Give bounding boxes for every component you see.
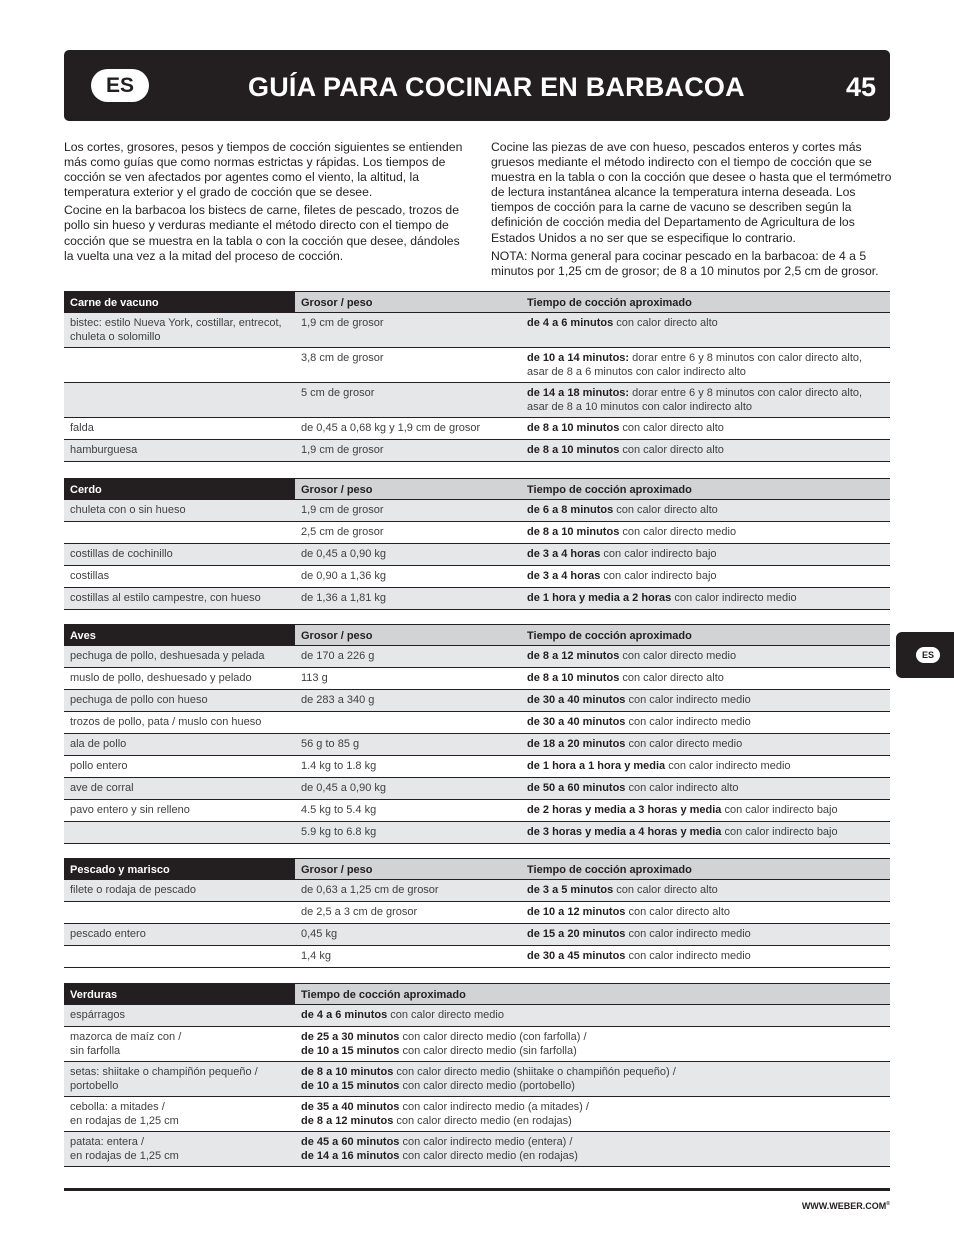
item-name: costillas al estilo campestre, con hueso	[70, 592, 261, 604]
cooking-time-bold: de 3 a 4 horas	[527, 548, 601, 560]
cooking-time-bold: de 8 a 12 minutos	[527, 650, 620, 662]
item-name: trozos de pollo, pata / muslo con hueso	[70, 716, 262, 728]
cooking-time-method: con calor directo alto	[613, 884, 718, 896]
table-row	[64, 690, 890, 712]
cooking-time-bold: de 8 a 10 minutos	[527, 526, 620, 538]
cooking-time-bold: de 1 hora y media a 2 horas	[527, 592, 672, 604]
table-row	[64, 668, 890, 690]
cooking-time-method: con calor directo medio (en rodajas)	[399, 1150, 578, 1162]
cooking-time-bold: de 4 a 6 minutos	[527, 317, 614, 329]
cooking-time-method: con calor indirecto medio	[625, 950, 751, 962]
table-header-cell: Tiempo de cocción aproximado	[521, 479, 890, 499]
intro-left-column	[64, 140, 468, 267]
cooking-time	[521, 500, 890, 521]
table-row	[64, 500, 890, 522]
vegetable-name-line: en rodajas de 1,25 cm	[70, 1115, 179, 1127]
cooking-time-line	[301, 1008, 884, 1022]
item-name: pescado entero	[70, 928, 146, 940]
cooking-time-method: con calor directo medio (sin farfolla)	[399, 1045, 577, 1057]
cooking-time	[521, 383, 890, 417]
cooking-time	[295, 1097, 890, 1131]
thickness-weight: 5 cm de grosor	[301, 387, 375, 399]
cooking-time-method: con calor directo medio	[625, 738, 743, 750]
cooking-time	[521, 902, 890, 923]
table-header-cell: Grosor / peso	[295, 479, 521, 499]
table-beef	[64, 291, 890, 462]
table-row	[64, 1005, 890, 1027]
table-fish	[64, 858, 890, 968]
table-row	[64, 522, 890, 544]
thickness-weight: de 0,45 a 0,68 kg y 1,9 cm de grosor	[301, 422, 481, 434]
cooking-time-method: con calor indirecto bajo	[721, 804, 838, 816]
cooking-time-method: dorar entre 6 y 8 minutos con calor directo alto, asar de 8 a 6 minutos con calor indirecto alto	[527, 352, 863, 378]
thickness-weight: de 0,45 a 0,90 kg	[301, 782, 387, 794]
item-name	[64, 822, 295, 843]
table-row	[64, 902, 890, 924]
item-name: hamburguesa	[70, 444, 138, 456]
vegetable-name-line: espárragos	[70, 1009, 126, 1021]
cooking-time	[521, 440, 890, 461]
thickness-weight: de 1,36 a 1,81 kg	[301, 592, 387, 604]
cooking-time-method: con calor directo medio	[619, 650, 737, 662]
cooking-time-method: con calor indirecto medio	[665, 760, 791, 772]
cooking-time-method: con calor directo medio (en rodajas)	[393, 1115, 572, 1127]
thickness-weight: 1.4 kg to 1.8 kg	[301, 760, 377, 772]
cooking-time-bold: de 8 a 12 minutos	[301, 1115, 394, 1127]
cooking-time-bold: de 8 a 10 minutos	[527, 422, 620, 434]
item-name: pavo entero y sin relleno	[70, 804, 190, 816]
table-header-cell: Grosor / peso	[295, 625, 521, 645]
intro-right-column	[491, 140, 893, 282]
cooking-time-bold: de 10 a 15 minutos	[301, 1080, 400, 1092]
cooking-time-line	[301, 1079, 884, 1093]
cooking-time-method: con calor directo medio (shiitake o champiñón pequeño) /	[393, 1066, 676, 1078]
thickness-weight: 5.9 kg to 6.8 kg	[301, 826, 377, 838]
table-row	[64, 1027, 890, 1062]
table-vegetables	[64, 983, 890, 1167]
cooking-time-method: con calor indirecto bajo	[600, 570, 717, 582]
cooking-time	[295, 1005, 890, 1026]
cooking-time-method: con calor indirecto medio (entera) /	[399, 1136, 573, 1148]
item-name	[64, 522, 295, 543]
table-row	[64, 822, 890, 844]
cooking-time	[521, 800, 890, 821]
thickness-weight: 3,8 cm de grosor	[301, 352, 384, 364]
table-row	[64, 778, 890, 800]
thickness-weight: 1,4 kg	[301, 950, 331, 962]
cooking-time	[521, 522, 890, 543]
cooking-time-bold: de 18 a 20 minutos	[527, 738, 626, 750]
thickness-weight: 1,9 cm de grosor	[301, 504, 384, 516]
table-row	[64, 1097, 890, 1132]
cooking-time-bold: de 8 a 10 minutos	[527, 444, 620, 456]
table-row	[64, 418, 890, 440]
cooking-time-line	[301, 1044, 884, 1058]
cooking-time	[295, 1062, 890, 1096]
table-pork	[64, 478, 890, 610]
cooking-time-bold: de 3 a 5 minutos	[527, 884, 614, 896]
side-tab-label: ES	[916, 647, 940, 663]
cooking-time	[521, 690, 890, 711]
table-header-cell: Tiempo de cocción aproximado	[521, 859, 890, 879]
table-row	[64, 734, 890, 756]
thickness-weight: 1,9 cm de grosor	[301, 444, 384, 456]
cooking-time	[521, 668, 890, 689]
table-poultry	[64, 624, 890, 844]
vegetable-name-line: patata: entera /	[70, 1136, 144, 1148]
table-row	[64, 880, 890, 902]
footer-url	[802, 1201, 890, 1211]
page-title: GUÍA PARA COCINAR EN BARBACOA	[248, 72, 745, 102]
thickness-weight: de 283 a 340 g	[301, 694, 375, 706]
item-name	[64, 946, 295, 967]
thickness-weight: de 0,45 a 0,90 kg	[301, 548, 387, 560]
table-row	[64, 712, 890, 734]
cooking-time-bold: de 10 a 14 minutos:	[527, 352, 630, 364]
table-row	[64, 383, 890, 418]
table-header-cell: Grosor / peso	[295, 859, 521, 879]
cooking-time-method: con calor directo alto	[619, 422, 724, 434]
thickness-weight: 4.5 kg to 5.4 kg	[301, 804, 377, 816]
cooking-time-bold: de 50 a 60 minutos	[527, 782, 626, 794]
cooking-time-bold: de 30 a 40 minutos	[527, 716, 626, 728]
item-name: pechuga de pollo con hueso	[70, 694, 208, 706]
item-name: filete o rodaja de pescado	[70, 884, 196, 896]
language-side-tab	[896, 632, 954, 678]
table-row	[64, 800, 890, 822]
cooking-time-method: con calor indirecto medio	[625, 928, 751, 940]
table-header-cell: Tiempo de cocción aproximado	[295, 984, 890, 1004]
cooking-time-bold: de 10 a 15 minutos	[301, 1045, 400, 1057]
table-row	[64, 566, 890, 588]
cooking-time	[521, 313, 890, 347]
thickness-weight: 113 g	[301, 672, 328, 684]
intro-paragraph: Cocine las piezas de ave con hueso, pescados enteros y cortes más gruesos mediante el método indirecto con el tiempo de cocción que se muestra en la tabla o con la cocción que desee o hasta que el termómetro de lectura instantánea alcance la temperatura interna deseada. Los tiempos de cocción para la carne de vacuno se describen según la definición de cocción media del Departamento de Agricultura de los Estados Unidos a no ser que se especifique lo contrario.	[491, 140, 892, 245]
item-name: pollo entero	[70, 760, 128, 772]
thickness-weight: 0,45 kg	[301, 928, 338, 940]
table-row	[64, 588, 890, 610]
cooking-time-method: con calor directo medio	[619, 526, 737, 538]
cooking-time-bold: de 30 a 40 minutos	[527, 694, 626, 706]
thickness-weight: de 2,5 a 3 cm de grosor	[301, 906, 418, 918]
cooking-time-bold: de 4 a 6 minutos	[301, 1009, 388, 1021]
item-name	[64, 348, 295, 382]
table-row	[64, 1132, 890, 1167]
registered-mark: ®	[886, 1201, 890, 1207]
item-name: bistec: estilo Nueva York, costillar, entrecot, chuleta o solomillo	[70, 317, 282, 343]
table-row	[64, 756, 890, 778]
intro-paragraph: Cocine en la barbacoa los bistecs de carne, filetes de pescado, trozos de pollo sin hueso y verduras mediante el método directo con el tiempo de cocción que se muestra en la tabla o con la cocción que desee, dándoles la vuelta una vez a la mitad del proceso de cocción.	[64, 203, 460, 263]
cooking-time	[521, 418, 890, 439]
cooking-time-bold: de 1 hora a 1 hora y media	[527, 760, 666, 772]
cooking-time-bold: de 2 horas y media a 3 horas y media	[527, 804, 722, 816]
cooking-time-method: con calor directo alto	[619, 672, 724, 684]
cooking-time	[521, 646, 890, 667]
intro-paragraph: NOTA: Norma general para cocinar pescado en la barbacoa: de 4 a 5 minutos por 1,25 cm de grosor; de 8 a 10 minutos por 2,5 cm de grosor.	[491, 248, 879, 278]
cooking-time-method: con calor directo alto	[613, 317, 718, 329]
cooking-time	[521, 544, 890, 565]
cooking-time-bold: de 15 a 20 minutos	[527, 928, 626, 940]
cooking-time-bold: de 10 a 12 minutos	[527, 906, 626, 918]
cooking-time-line	[301, 1100, 884, 1114]
item-name	[64, 383, 295, 417]
cooking-time-bold: de 3 a 4 horas	[527, 570, 601, 582]
table-header-row	[64, 478, 890, 500]
cooking-time-method: con calor directo medio (portobello)	[399, 1080, 575, 1092]
vegetable-name	[64, 1005, 295, 1026]
item-name: costillas de cochinillo	[70, 548, 173, 560]
vegetable-name	[64, 1027, 295, 1061]
cooking-time-method: con calor directo medio (con farfolla) /	[399, 1031, 587, 1043]
cooking-time-method: dorar entre 6 y 8 minutos con calor directo alto, asar de 8 a 10 minutos con calor indirecto alto	[527, 387, 863, 413]
cooking-time-method: con calor directo alto	[613, 504, 718, 516]
cooking-time-method: con calor directo alto	[619, 444, 724, 456]
page-number: 45	[845, 72, 876, 102]
table-row	[64, 440, 890, 462]
vegetable-name	[64, 1132, 295, 1166]
table-header-row	[64, 291, 890, 313]
table-row	[64, 946, 890, 968]
table-row	[64, 348, 890, 383]
item-name: costillas	[70, 570, 110, 582]
vegetable-name	[64, 1097, 295, 1131]
item-name: pechuga de pollo, deshuesada y pelada	[70, 650, 265, 662]
thickness-weight: de 0,63 a 1,25 cm de grosor	[301, 884, 439, 896]
cooking-time-bold: de 14 a 18 minutos:	[527, 387, 630, 399]
cooking-time-line	[301, 1135, 884, 1149]
table-header-row	[64, 983, 890, 1005]
cooking-time-line	[301, 1114, 884, 1128]
thickness-weight: de 170 a 226 g	[301, 650, 375, 662]
cooking-time-method: con calor indirecto bajo	[721, 826, 838, 838]
vegetable-name-line: en rodajas de 1,25 cm	[70, 1150, 179, 1162]
vegetable-name-line: setas: shiitake o champiñón pequeño /	[70, 1066, 258, 1078]
cooking-time-method: con calor indirecto medio	[625, 716, 751, 728]
table-header-cell: Tiempo de cocción aproximado	[521, 292, 890, 312]
table-header-row	[64, 624, 890, 646]
cooking-time-bold: de 8 a 10 minutos	[527, 672, 620, 684]
cooking-time-bold: de 30 a 45 minutos	[527, 950, 626, 962]
cooking-time-line	[301, 1065, 884, 1079]
vegetable-name	[64, 1062, 295, 1096]
table-header-cell: Tiempo de cocción aproximado	[521, 625, 890, 645]
thickness-weight: 2,5 cm de grosor	[301, 526, 384, 538]
cooking-time-bold: de 45 a 60 minutos	[301, 1136, 400, 1148]
thickness-weight: 1,9 cm de grosor	[301, 317, 384, 329]
table-row	[64, 544, 890, 566]
vegetable-name-line: mazorca de maíz con /	[70, 1031, 182, 1043]
cooking-time	[521, 924, 890, 945]
table-header-cell: Carne de vacuno	[64, 292, 295, 312]
cooking-time	[521, 756, 890, 777]
table-header-cell: Aves	[64, 625, 295, 645]
cooking-time-bold: de 25 a 30 minutos	[301, 1031, 400, 1043]
table-header-cell: Verduras	[64, 984, 295, 1004]
footer-url-text: WWW.WEBER.COM	[801, 1201, 887, 1211]
cooking-time	[521, 734, 890, 755]
cooking-time-line	[301, 1030, 884, 1044]
table-header-row	[64, 858, 890, 880]
cooking-time-bold: de 14 a 16 minutos	[301, 1150, 400, 1162]
item-name	[64, 902, 295, 923]
cooking-time-method: con calor directo alto	[625, 906, 730, 918]
cooking-time-bold: de 3 horas y media a 4 horas y media	[527, 826, 722, 838]
cooking-time	[521, 778, 890, 799]
table-header-cell: Pescado y marisco	[64, 859, 295, 879]
item-name: ala de pollo	[70, 738, 127, 750]
table-row	[64, 646, 890, 668]
cooking-time	[521, 712, 890, 733]
intro-paragraph: Los cortes, grosores, pesos y tiempos de cocción siguientes se entienden más como guías que como normas estrictas y rápidas. Los tiempos de cocción se ven afectados por agentes como el viento, la altitud, la temperatura exterior y el grado de cocción que se desee.	[64, 140, 463, 200]
cooking-time-line	[301, 1149, 884, 1163]
item-name: muslo de pollo, deshuesado y pelado	[70, 672, 252, 684]
cooking-time-bold: de 8 a 10 minutos	[301, 1066, 394, 1078]
footer-rule	[64, 1188, 890, 1191]
vegetable-name-line: portobello	[70, 1080, 119, 1092]
cooking-time-method: con calor indirecto medio (a mitades) /	[399, 1101, 589, 1113]
table-row	[64, 924, 890, 946]
cooking-time-method: con calor indirecto bajo	[600, 548, 717, 560]
item-name: ave de corral	[70, 782, 134, 794]
cooking-time-bold: de 6 a 8 minutos	[527, 504, 614, 516]
thickness-weight	[295, 712, 521, 733]
table-row	[64, 313, 890, 348]
cooking-time-method: con calor indirecto medio	[671, 592, 797, 604]
cooking-time-method: con calor indirecto alto	[625, 782, 739, 794]
cooking-time-bold: de 35 a 40 minutos	[301, 1101, 400, 1113]
language-badge: ES	[91, 69, 149, 102]
table-header-cell: Grosor / peso	[295, 292, 521, 312]
table-header-cell: Cerdo	[64, 479, 295, 499]
vegetable-name-line: sin farfolla	[70, 1045, 121, 1057]
vegetable-name-line: cebolla: a mitades /	[70, 1101, 165, 1113]
thickness-weight: 56 g to 85 g	[301, 738, 360, 750]
page-header	[64, 50, 890, 121]
table-row	[64, 1062, 890, 1097]
item-name: falda	[70, 422, 94, 434]
cooking-time	[521, 348, 890, 382]
cooking-time	[521, 588, 890, 609]
cooking-time	[521, 946, 890, 967]
thickness-weight: de 0,90 a 1,36 kg	[301, 570, 387, 582]
cooking-time	[521, 822, 890, 843]
cooking-time	[521, 880, 890, 901]
cooking-time-method: con calor indirecto medio	[625, 694, 751, 706]
item-name: chuleta con o sin hueso	[70, 504, 186, 516]
cooking-time	[295, 1027, 890, 1061]
cooking-time	[521, 566, 890, 587]
cooking-time	[295, 1132, 890, 1166]
cooking-time-method: con calor directo medio	[387, 1009, 504, 1021]
